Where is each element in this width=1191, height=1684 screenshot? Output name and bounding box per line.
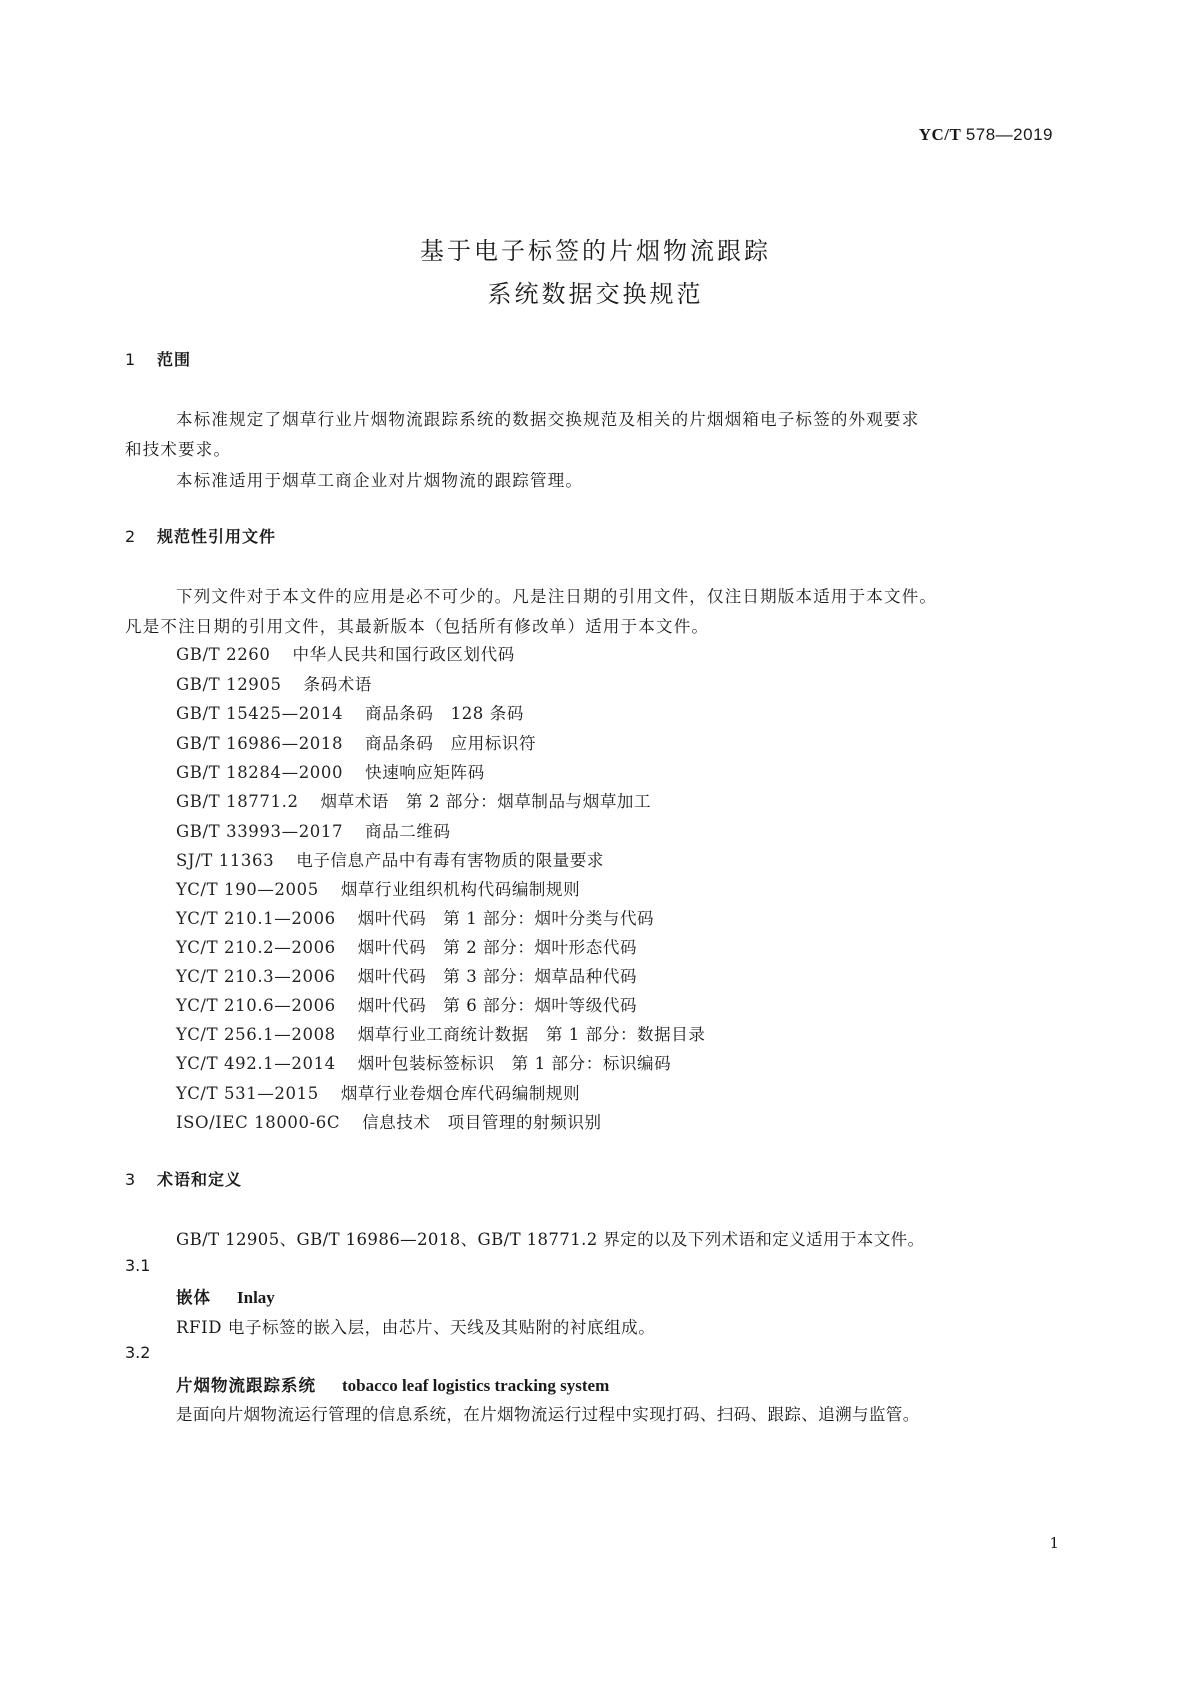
section-heading-scope bbox=[125, 347, 191, 370]
standard-code bbox=[919, 125, 1053, 145]
reference-code: YC/T 210.3—2006 bbox=[176, 967, 336, 986]
reference-item bbox=[176, 818, 451, 842]
reference-item bbox=[176, 759, 485, 783]
reference-code: SJ/T 11363 bbox=[176, 851, 275, 870]
document-title-line-2: 系统数据交换规范 bbox=[487, 280, 704, 308]
reference-title: 烟叶包装标签标识 第 1 部分：标识编码 bbox=[357, 1054, 672, 1073]
reference-item bbox=[176, 1080, 580, 1104]
paragraph: 本标准规定了烟草行业片烟物流跟踪系统的数据交换规范及相关的片烟烟箱电子标签的外观要求 bbox=[176, 410, 920, 429]
term-entry bbox=[176, 1372, 609, 1396]
reference-item bbox=[176, 641, 515, 665]
reference-title: 电子信息产品中有毒有害物质的限量要求 bbox=[296, 851, 605, 870]
reference-item bbox=[176, 876, 580, 900]
reference-code: YC/T 210.1—2006 bbox=[176, 909, 336, 928]
reference-item bbox=[176, 847, 604, 871]
section-heading-normative-references bbox=[125, 524, 276, 547]
section-title: 范围 bbox=[157, 350, 192, 369]
section-number: 1 bbox=[125, 350, 137, 369]
paragraph: GB/T 12905、GB/T 16986—2018、GB/T 18771.2 界定的以及下列术语和定义适用于本文件。 bbox=[176, 1230, 925, 1249]
reference-code: YC/T 210.2—2006 bbox=[176, 938, 336, 957]
term-en: Inlay bbox=[237, 1288, 275, 1307]
reference-code: ISO/IEC 18000-6C bbox=[176, 1113, 341, 1132]
section-title: 术语和定义 bbox=[157, 1170, 243, 1189]
term-number: 3.2 bbox=[125, 1343, 151, 1362]
term-number: 3.1 bbox=[125, 1256, 151, 1275]
reference-title: 信息技术 项目管理的射频识别 bbox=[362, 1113, 602, 1132]
reference-title: 烟草术语 第 2 部分：烟草制品与烟草加工 bbox=[320, 792, 652, 811]
reference-title: 烟草行业卷烟仓库代码编制规则 bbox=[340, 1084, 581, 1103]
reference-code: GB/T 18284—2000 bbox=[176, 763, 344, 782]
reference-title: 中华人民共和国行政区划代码 bbox=[292, 645, 515, 664]
reference-title: 烟草行业组织机构代码编制规则 bbox=[340, 880, 581, 899]
term-definition: RFID 电子标签的嵌入层，由芯片、天线及其贴附的衬底组成。 bbox=[176, 1318, 656, 1337]
reference-code: GB/T 16986—2018 bbox=[176, 734, 344, 753]
reference-code: GB/T 33993—2017 bbox=[176, 822, 344, 841]
reference-code: GB/T 18771.2 bbox=[176, 792, 299, 811]
reference-title: 快速响应矩阵码 bbox=[365, 763, 485, 782]
section-heading-terms-definitions bbox=[125, 1167, 242, 1190]
reference-item bbox=[176, 963, 637, 987]
term-zh: 嵌体 bbox=[176, 1288, 211, 1307]
paragraph: 凡是不注日期的引用文件，其最新版本（包括所有修改单）适用于本文件。 bbox=[125, 617, 710, 636]
reference-title: 条码术语 bbox=[303, 675, 373, 694]
reference-code: GB/T 15425—2014 bbox=[176, 704, 344, 723]
reference-title: 烟叶代码 第 6 部分：烟叶等级代码 bbox=[357, 996, 638, 1015]
reference-item bbox=[176, 1050, 671, 1074]
reference-title: 烟叶代码 第 3 部分：烟草品种代码 bbox=[357, 967, 638, 986]
reference-item bbox=[176, 671, 372, 695]
reference-title: 商品条码 应用标识符 bbox=[365, 734, 537, 753]
term-entry bbox=[176, 1284, 275, 1308]
reference-title: 烟叶代码 第 1 部分：烟叶分类与代码 bbox=[357, 909, 655, 928]
page-number: 1 bbox=[1049, 1534, 1059, 1552]
reference-item bbox=[176, 730, 536, 754]
reference-item bbox=[176, 992, 637, 1016]
reference-code: YC/T 256.1—2008 bbox=[176, 1025, 336, 1044]
section-number: 2 bbox=[125, 527, 137, 546]
paragraph: 和技术要求。 bbox=[125, 440, 232, 459]
reference-title: 商品二维码 bbox=[365, 822, 451, 841]
reference-title: 烟叶代码 第 2 部分：烟叶形态代码 bbox=[357, 938, 638, 957]
reference-item bbox=[176, 700, 524, 724]
reference-item bbox=[176, 1021, 705, 1045]
document-title-line-1: 基于电子标签的片烟物流跟踪 bbox=[420, 237, 771, 265]
standard-number: 578—2019 bbox=[965, 125, 1053, 144]
reference-item bbox=[176, 934, 637, 958]
reference-code: YC/T 210.6—2006 bbox=[176, 996, 336, 1015]
reference-item bbox=[176, 788, 651, 812]
reference-code: YC/T 190—2005 bbox=[176, 880, 319, 899]
reference-code: GB/T 2260 bbox=[176, 645, 271, 664]
paragraph: 本标准适用于烟草工商企业对片烟物流的跟踪管理。 bbox=[176, 471, 584, 490]
term-zh: 片烟物流跟踪系统 bbox=[176, 1376, 316, 1395]
term-definition: 是面向片烟物流运行管理的信息系统，在片烟物流运行过程中实现打码、扫码、跟踪、追溯与监管。 bbox=[176, 1405, 920, 1424]
term-en: tobacco leaf logistics tracking system bbox=[342, 1376, 610, 1395]
reference-title: 商品条码 128 条码 bbox=[365, 704, 524, 723]
section-title: 规范性引用文件 bbox=[157, 527, 277, 546]
reference-title: 烟草行业工商统计数据 第 1 部分：数据目录 bbox=[357, 1025, 706, 1044]
reference-code: YC/T 531—2015 bbox=[176, 1084, 319, 1103]
reference-item bbox=[176, 1109, 602, 1133]
section-number: 3 bbox=[125, 1170, 137, 1189]
reference-code: GB/T 12905 bbox=[176, 675, 282, 694]
paragraph: 下列文件对于本文件的应用是必不可少的。凡是注日期的引用文件，仅注日期版本适用于本文件。 bbox=[176, 587, 938, 606]
standard-prefix: YC/T bbox=[918, 125, 962, 144]
reference-item bbox=[176, 905, 654, 929]
reference-code: YC/T 492.1—2014 bbox=[176, 1054, 336, 1073]
